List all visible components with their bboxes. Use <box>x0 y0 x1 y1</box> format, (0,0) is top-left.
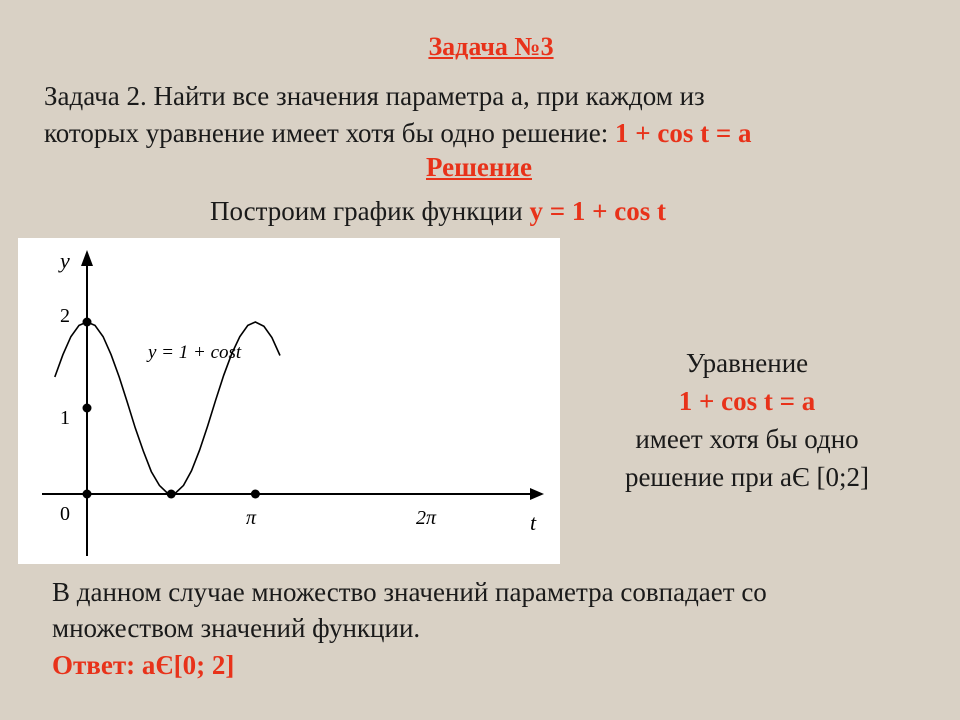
problem-line-2 <box>44 115 752 152</box>
data-point <box>251 490 260 499</box>
conclusion-line-2: множеством значений функции. <box>52 613 421 643</box>
function-label: y = 1 + cost <box>148 342 242 363</box>
answer-text: Ответ: аЄ[0; 2] <box>52 650 235 680</box>
equation-block <box>560 344 934 496</box>
data-point <box>83 318 92 327</box>
problem-statement <box>44 78 752 152</box>
equation-line-1: Уравнение <box>685 348 809 378</box>
data-point <box>167 490 176 499</box>
build-graph-function: y = 1 + cos t <box>529 196 666 226</box>
y-tick-label: 1 <box>60 407 70 429</box>
x-tick-label: 2π <box>416 507 437 529</box>
equation-line-3: имеет хотя бы одно <box>635 424 859 454</box>
problem-equation: 1 + cos t = a <box>614 118 752 148</box>
equation-line-2: 1 + cos t = a <box>678 386 816 416</box>
origin-label: 0 <box>60 503 70 525</box>
build-graph-label: Построим график функции <box>210 196 530 226</box>
conclusion-text <box>52 574 767 646</box>
chart-panel <box>18 238 560 564</box>
y-axis-label: y <box>60 248 70 273</box>
y-axis-arrow <box>81 250 93 266</box>
problem-line-1: Задача 2. Найти все значения параметра а, при каждом из <box>44 81 705 111</box>
x-axis-arrow <box>530 488 544 500</box>
cosine-chart <box>18 238 560 564</box>
build-graph-text <box>210 196 666 227</box>
slide-title: Задача №3 <box>428 32 554 61</box>
x-tick-label: π <box>246 507 257 529</box>
problem-line-2-text: которых уравнение имеет хотя бы одно решение: <box>44 118 615 148</box>
solution-heading: Решение <box>426 152 532 182</box>
equation-line-4: решение при аЄ [0;2] <box>624 462 870 492</box>
data-point <box>83 490 92 499</box>
data-point <box>83 404 92 413</box>
conclusion-line-1: В данном случае множество значений параметра совпадает со <box>52 577 767 607</box>
x-axis-label: t <box>530 510 537 535</box>
y-tick-label: 2 <box>60 305 70 327</box>
